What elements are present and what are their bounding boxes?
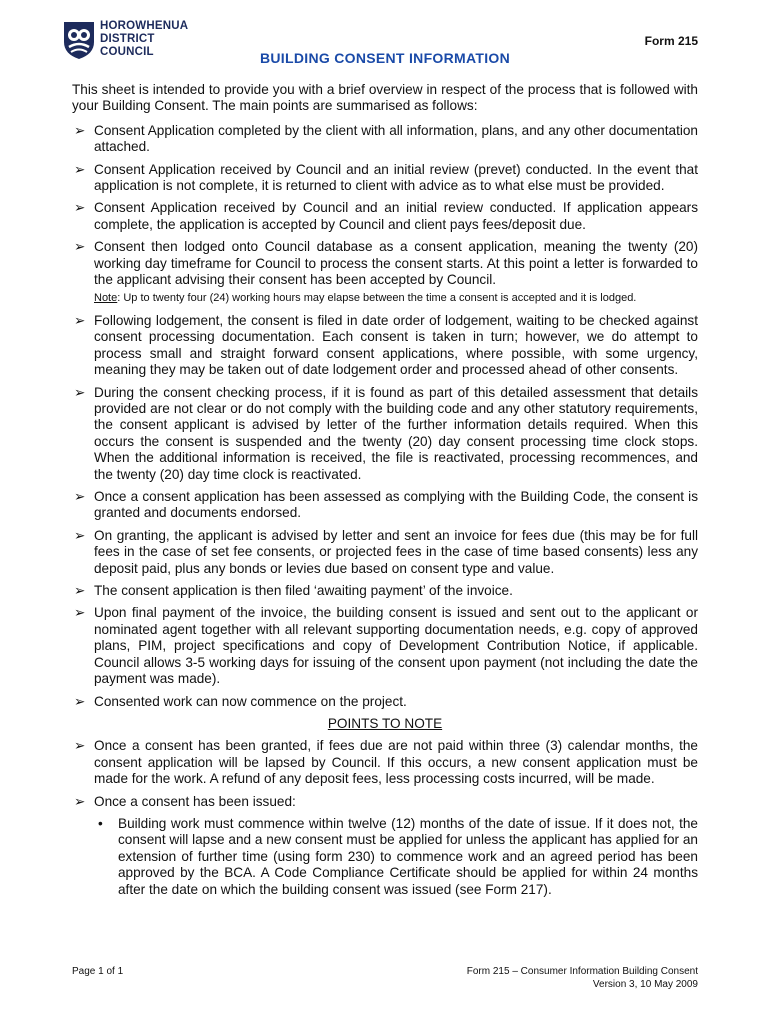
arrow-bullet-icon: ➢ — [74, 738, 86, 754]
arrow-bullet-icon: ➢ — [74, 122, 86, 138]
process-item — [72, 528, 698, 577]
arrow-bullet-icon: ➢ — [74, 312, 86, 328]
process-item — [72, 694, 698, 710]
process-item — [72, 583, 698, 599]
logo-line: COUNCIL — [100, 46, 154, 58]
sub-point-item — [72, 816, 698, 898]
arrow-bullet-icon: ➢ — [74, 489, 86, 505]
footer-form-title: Form 215 – Consumer Information Building Consent — [466, 966, 698, 977]
arrow-bullet-icon: ➢ — [74, 583, 86, 599]
points-to-note-heading: POINTS TO NOTE — [327, 715, 443, 731]
arrow-bullet-icon: ➢ — [74, 239, 86, 255]
process-item-text: Upon final payment of the invoice, the building consent is issued and sent out to the applicant or nominated agent together with all relevant supporting documentation needs, e.g. copy of approved plans, PIM, project specifications and copy of Development Contribution Notice, if applicable. Council allows 3-5 working days for issuing of the consent upon payment (not including the date the payment was made). — [94, 605, 698, 687]
note-label: Note — [94, 292, 118, 305]
process-item-text: Following lodgement, the consent is filed in date order of lodgement, waiting to be checked against consent processing documentation. Each consent is taken in turn; however, we do attempt to process small and straight forward consent applications, where possible, with some urgency, meaning they may be taken out of date lodgement order and processed ahead of other consents. — [94, 312, 698, 378]
point-item-text: Once a consent has been granted, if fees due are not paid within three (3) calendar months, the consent application will be lapsed by Council. If this occurs, a new consent application must be made for the work. A refund of any deposit fees, less processing costs incurred, will be made. — [94, 738, 698, 787]
process-item-text: Consent Application received by Council and an initial review conducted. If application appears complete, the application is accepted by Council and client pays fees/deposit due. — [94, 200, 698, 232]
form-number: Form 215 — [644, 34, 698, 48]
intro-paragraph: This sheet is intended to provide you with a brief overview in respect of the process that is followed with your Building Consent. The main points are summarised as follows: — [72, 82, 698, 114]
process-item — [72, 605, 698, 687]
note-text: : Up to twenty four (24) working hours may elapse between the time a consent is accepted and it is lodged. — [117, 292, 637, 305]
arrow-bullet-icon: ➢ — [74, 384, 86, 400]
process-item — [72, 123, 698, 156]
arrow-bullet-icon: ➢ — [74, 605, 86, 621]
arrow-bullet-icon: ➢ — [74, 693, 86, 709]
footer-form-info — [467, 966, 698, 991]
point-item-text: Once a consent has been issued: — [94, 793, 296, 809]
process-item-text: Consent then lodged onto Council database as a consent application, meaning the twenty (20) working day timeframe for Council to process the consent starts. At this point a letter is forwarded to the applicant advising their consent has been accepted by Council. — [94, 239, 698, 288]
sub-point-text: Building work must commence within twelve (12) months of the date of issue. If it does not, the consent will lapse and a new consent must be applied for unless the applicant has applied for an extension of further time (using form 230) to commence work and an agreed period has been approved by the BCA. A Code Compliance Certificate should be applied for within 24 months after the date on which the building consent was issued (see Form 217). — [118, 815, 698, 897]
page-title: BUILDING CONSENT INFORMATION — [259, 50, 511, 66]
logo-line: DISTRICT — [100, 33, 155, 45]
process-item-text: Consent Application completed by the client with all information, plans, and any other documentation attached. — [94, 122, 698, 155]
arrow-bullet-icon: ➢ — [74, 527, 86, 543]
footer-version: Version 3, 10 May 2009 — [592, 978, 698, 990]
process-item-text: Consent Application received by Council and an initial review (prevet) conducted. In the event that application is not complete, it is returned to client with advice as to what else must be provided. — [94, 161, 698, 194]
process-item-text: Consented work can now commence on the project. — [94, 693, 407, 709]
process-item — [72, 162, 698, 195]
process-item-text: During the consent checking process, if it is found as part of this detailed assessment that details provided are not clear or do not comply with the building code and any other statutory requirements, the consent applicant is advised by letter of the further information details required. When this occurs the consent is suspended and the twenty (20) day consent processing time clock stops. When the additional information is received, the file is reactivated, processing recommences, and the twenty (20) day time clock is reactivated. — [94, 384, 698, 482]
process-item — [72, 489, 698, 522]
logo-line: HOROWHENUA — [100, 20, 189, 32]
process-item-text: Once a consent application has been assessed as complying with the Building Code, the consent is granted and documents endorsed. — [94, 489, 698, 521]
arrow-bullet-icon: ➢ — [74, 161, 86, 177]
round-bullet-icon: • — [98, 815, 103, 831]
process-item — [72, 385, 698, 483]
process-item — [72, 200, 698, 233]
document-body — [72, 82, 698, 903]
point-item — [72, 794, 698, 810]
process-item-text: The consent application is then filed ‘awaiting payment’ of the invoice. — [94, 583, 513, 599]
process-item — [72, 239, 698, 288]
page-number: Page 1 of 1 — [72, 966, 124, 977]
lodgement-note — [72, 292, 698, 306]
process-item-text: On granting, the applicant is advised by letter and sent an invoice for fees due (this may be for full fees in the case of set fee consents, or projected fees in the case of time based consents) less any deposit paid, plus any bonds or levies due based on consent type and value. — [94, 527, 698, 576]
point-item — [72, 738, 698, 787]
process-item — [72, 313, 698, 379]
arrow-bullet-icon: ➢ — [74, 793, 86, 809]
arrow-bullet-icon: ➢ — [74, 200, 86, 216]
